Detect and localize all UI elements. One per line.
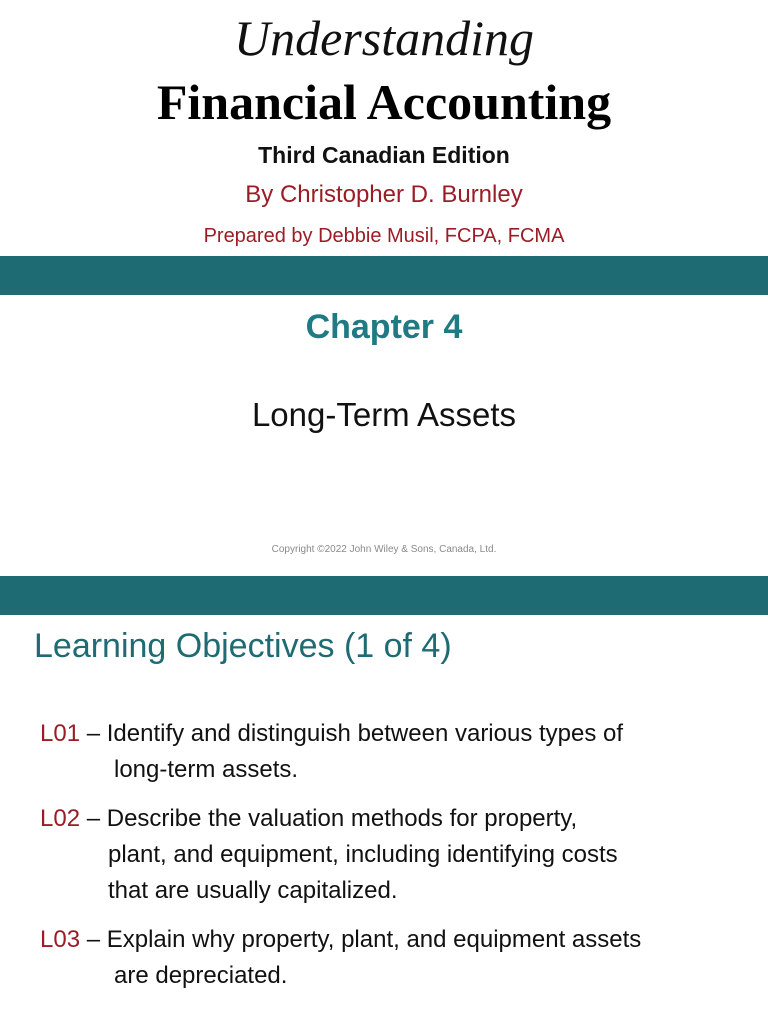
chapter-number: Chapter 4 <box>305 308 463 346</box>
objective-item <box>40 801 740 909</box>
chapter-title: Long-Term Assets <box>251 396 517 433</box>
objective-text-line: are depreciated. <box>114 962 288 989</box>
prepared-by-label: Prepared by Debbie Musil, FCPA, FCMA <box>203 225 565 247</box>
edition-label: Third Canadian Edition <box>258 142 510 168</box>
objective-code: L02 <box>40 805 81 832</box>
slide-divider-band <box>0 576 768 615</box>
objective-item <box>40 922 740 994</box>
book-title-line-2: Financial Accounting <box>156 74 612 130</box>
author-label: By Christopher D. Burnley <box>245 181 523 208</box>
chapter-slide <box>0 295 768 576</box>
slide-divider-band <box>0 256 768 295</box>
copyright-notice: Copyright ©2022 John Wiley & Sons, Canada, Ltd. <box>271 544 497 555</box>
objective-text-line: – Explain why property, plant, and equipment assets <box>86 926 642 953</box>
objective-text-line: – Describe the valuation methods for property, <box>86 805 578 832</box>
objective-text-line: – Identify and distinguish between various types of <box>86 720 624 747</box>
objective-code: L03 <box>40 926 81 953</box>
book-title-line-1: Understanding <box>234 10 534 66</box>
title-slide <box>0 0 768 256</box>
objective-code: L01 <box>40 720 81 747</box>
objective-text-line: plant, and equipment, including identifying costs <box>108 841 618 868</box>
learning-objectives-slide <box>0 615 768 1024</box>
objective-text-line: long-term assets. <box>114 756 299 783</box>
objectives-heading: Learning Objectives (1 of 4) <box>34 627 452 665</box>
objective-item <box>40 716 740 788</box>
objective-text-line: that are usually capitalized. <box>108 877 398 904</box>
